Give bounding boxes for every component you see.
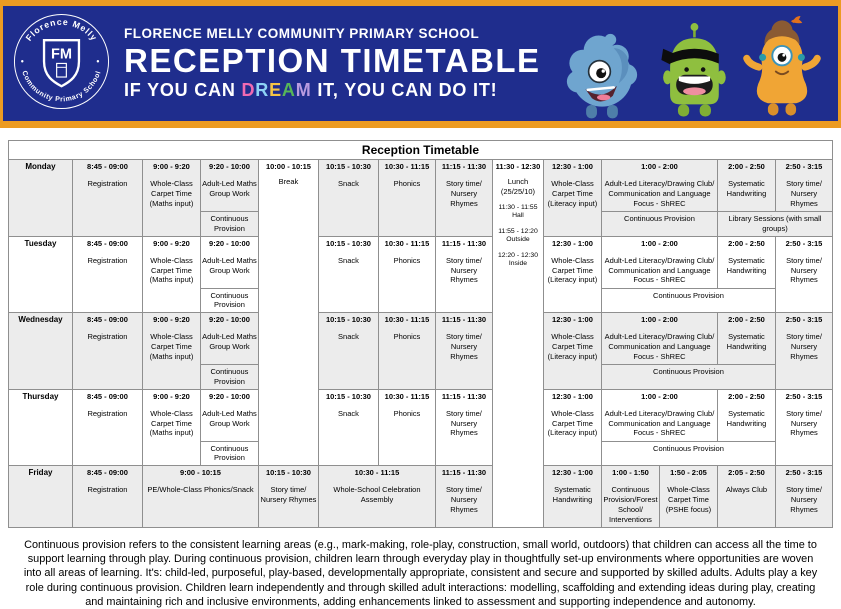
friday-1115-cell: 11:15 - 11:30 Story time/ Nursery Rhymes [435,466,492,528]
thursday-0845-cell: 8:45 - 09:00 Registration [72,389,142,466]
tuesday-0920-cp-cell: Continuous Provision [200,288,258,313]
wednesday-row [8,313,832,365]
motto-prefix: IF YOU CAN [124,80,242,101]
thursday-0920-cp-cell: Continuous Provision [200,441,258,466]
tuesday-1230-cell: 12:30 - 1:00 Whole-Class Carpet Time (Literacy input) [543,236,601,313]
wednesday-0845-cell: 8:45 - 09:00 Registration [72,313,142,390]
motto-suffix: IT, YOU CAN DO IT! [311,80,498,101]
header-banner [0,0,841,128]
continuous-provision-note: Continuous provision refers to the consistent learning areas (e.g., mark-making, role-play, construction, small world, outdoors) that children can access all the time to support learning through play. During continuous provision, children learn through everyday play in thoughtfully set-up environments where opportunities are woven into all areas of learning. It's: child-led, purposeful, play-based, developmentally appropriate, consistent and secure and supported by skilled adults. Adults play a key role during continuous provision. Children learn independently and through skilled adult interactions: modelling, scaffolding and extending ideas during play, creating and maintaining rich and inclusive environments, adding enhancements linked to assessment and supporting independence and autonomy. [23,539,818,608]
friday-1015-cell: 10:15 - 10:30 Story time/ Nursery Rhymes [258,466,318,528]
monday-1300-cp-cell: Continuous Provision [601,212,717,237]
thursday-1030-cell: 10:30 - 11:15 Phonics [378,389,435,466]
motto-dream: DREAM [241,80,312,101]
day-label-wednesday: Wednesday [8,313,72,390]
tuesday-1300-cell: 1:00 - 2:00 Adult-Led Literacy/Drawing Club/ Communication and Language Focus - ShREC [601,236,717,288]
day-label-thursday: Thursday [8,389,72,466]
timetable-table [8,140,833,528]
lunch-slot: 12:20 - 12:30 Inside [497,251,538,268]
tuesday-0900-cell: 9:00 - 9:20 Whole-Class Carpet Time (Maths input) [142,236,200,313]
friday-1350-cell: 1:50 - 2:05 Whole-Class Carpet Time (PSHE focus) [659,466,717,528]
day-label-friday: Friday [8,466,72,528]
wednesday-1450-cell: 2:50 - 3:15 Story time/ Nursery Rhymes [775,313,832,390]
monday-0920-cp-cell: Continuous Provision [200,212,258,237]
monday-1450-cell: 2:50 - 3:15 Story time/ Nursery Rhymes [775,160,832,212]
friday-1230-cell: 12:30 - 1:00 Systematic Handwriting [543,466,601,528]
wednesday-1400-cell: 2:00 - 2:50 Systematic Handwriting [717,313,775,365]
lunch-slot: 11:30 - 11:55 Hall [498,203,538,220]
tuesday-0920-cell: 9:20 - 10:00 Adult-Led Maths Group Work [200,236,258,288]
wednesday-1030-cell: 10:30 - 11:15 Phonics [378,313,435,390]
blue-monster-icon [558,28,646,120]
header-titles [124,26,558,102]
timetable-container [0,140,841,528]
tuesday-1015-cell: 10:15 - 10:30 Snack [318,236,378,313]
monster-mascots [558,6,822,121]
lunch-cell: 11:30 - 12:30 Lunch (25/25/10) 11:30 - 11:55 Hall 11:55 - 12:20 Outside 12:20 - 12:30 Inside [492,160,543,528]
wednesday-0900-cell: 9:00 - 9:20 Whole-Class Carpet Time (Maths input) [142,313,200,390]
school-name: FLORENCE MELLY COMMUNITY PRIMARY SCHOOL [124,25,480,41]
wednesday-0920-cp-cell: Continuous Provision [200,365,258,390]
thursday-1300-cell: 1:00 - 2:00 Adult-Led Literacy/Drawing Club/ Communication and Language Focus - ShREC [601,389,717,441]
school-crest-icon [13,13,110,110]
tuesday-1450-cell: 2:50 - 3:15 Story time/ Nursery Rhymes [775,236,832,313]
table-title: Reception Timetable [8,141,832,160]
monday-library-cell: Library Sessions (with small groups) [717,212,832,237]
logo-dot-right: • [96,55,100,66]
thursday-row [8,389,832,441]
table-title-row [8,141,832,160]
monday-0900-cell: 9:00 - 9:20 Whole-Class Carpet Time (Maths input) [142,160,200,237]
thursday-1015-cell: 10:15 - 10:30 Snack [318,389,378,466]
thursday-1230-cell: 12:30 - 1:00 Whole-Class Carpet Time (Literacy input) [543,389,601,466]
logo-arc-top-text: Florence Melly [23,16,100,43]
logo-initials: FM [50,46,73,63]
thursday-0900-cell: 9:00 - 9:20 Whole-Class Carpet Time (Maths input) [142,389,200,466]
friday-row [8,466,832,528]
thursday-1400-cell: 2:00 - 2:50 Systematic Handwriting [717,389,775,441]
school-logo [13,13,110,115]
green-monster-icon [651,20,737,120]
thursday-1115-cell: 11:15 - 11:30 Story time/ Nursery Rhymes [435,389,492,466]
wednesday-1115-cell: 11:15 - 11:30 Story time/ Nursery Rhymes [435,313,492,390]
monday-1015-cell: 10:15 - 10:30 Snack [318,160,378,237]
day-label-tuesday: Tuesday [8,236,72,313]
monday-1115-cell: 11:15 - 11:30 Story time/ Nursery Rhymes [435,160,492,237]
logo-dot-left: • [20,55,24,66]
tuesday-0845-cell: 8:45 - 09:00 Registration [72,236,142,313]
tuesday-1300-cp-cell: Continuous Provision [601,288,775,313]
tuesday-1400-cell: 2:00 - 2:50 Systematic Handwriting [717,236,775,288]
wednesday-1300-cp-cell: Continuous Provision [601,365,775,390]
wednesday-1015-cell: 10:15 - 10:30 Snack [318,313,378,390]
break-cell: 10:00 - 10:15 Break [258,160,318,466]
tuesday-row [8,236,832,288]
yellow-monster-icon [742,16,822,120]
lunch-slot: 11:55 - 12:20 Outside [498,227,538,244]
thursday-1450-cell: 2:50 - 3:15 Story time/ Nursery Rhymes [775,389,832,466]
thursday-0920-cell: 9:20 - 10:00 Adult-Led Maths Group Work [200,389,258,441]
friday-0845-cell: 8:45 - 09:00 Registration [72,466,142,528]
tuesday-1115-cell: 11:15 - 11:30 Story time/ Nursery Rhymes [435,236,492,313]
monday-1030-cell: 10:30 - 11:15 Phonics [378,160,435,237]
logo-arc-bottom-text: Community Primary School [20,69,103,103]
wednesday-1300-cell: 1:00 - 2:00 Adult-Led Literacy/Drawing Club/ Communication and Language Focus - ShREC [601,313,717,365]
day-label-monday: Monday [8,160,72,237]
friday-1450-cell: 2:50 - 3:15 Story time/ Nursery Rhymes [775,466,832,528]
monday-1300-cell: 1:00 - 2:00 Adult-Led Literacy/Drawing Club/ Communication and Language Focus - ShREC [601,160,717,212]
friday-1300-cell: 1:00 - 1:50 Continuous Provision/Forest School/ Interventions [601,466,659,528]
thursday-1300-cp-cell: Continuous Provision [601,441,775,466]
motto [124,80,558,101]
monday-1400-cell: 2:00 - 2:50 Systematic Handwriting [717,160,775,212]
page-title: RECEPTION TIMETABLE [124,41,541,79]
friday-0900-cell: 9:00 - 10:15 PE/Whole-Class Phonics/Snack [142,466,258,528]
monday-1230-cell: 12:30 - 1:00 Whole-Class Carpet Time (Literacy input) [543,160,601,237]
friday-1405-cell: 2:05 - 2:50 Always Club [717,466,775,528]
friday-1030-cell: 10:30 - 11:15 Whole-School Celebration Assembly [318,466,435,528]
tuesday-1030-cell: 10:30 - 11:15 Phonics [378,236,435,313]
monday-0845-cell: 8:45 - 09:00 Registration [72,160,142,237]
monday-row [8,160,832,212]
monday-0920-cell: 9:20 - 10:00 Adult-Led Maths Group Work [200,160,258,212]
wednesday-1230-cell: 12:30 - 1:00 Whole-Class Carpet Time (Literacy input) [543,313,601,390]
wednesday-0920-cell: 9:20 - 10:00 Adult-Led Maths Group Work [200,313,258,365]
